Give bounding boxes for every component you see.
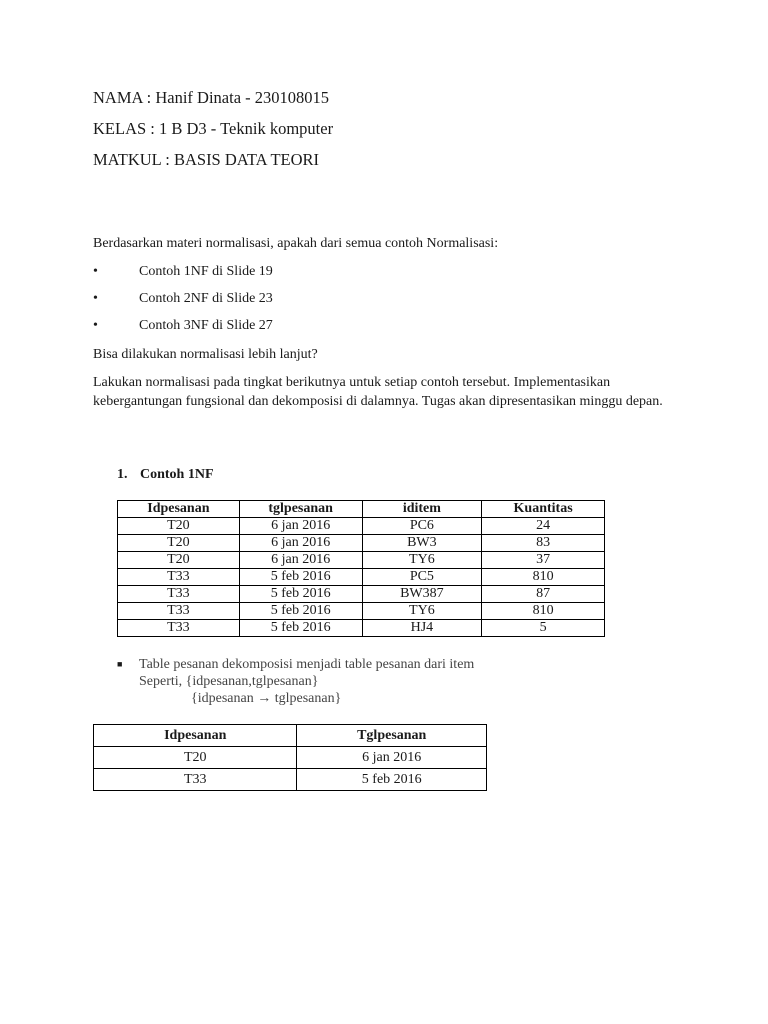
table-cell: BW3 — [362, 535, 482, 552]
column-header: Idpesanan — [118, 501, 240, 518]
task-paragraph: Lakukan normalisasi pada tingkat berikutnya untuk setiap contoh tersebut. Implementasikan kebergantungan fungsional dan dekomposisi di dalamnya. Tugas akan dipresentasikan minggu depan. — [93, 375, 663, 409]
column-header: iditem — [362, 501, 482, 518]
square-bullet-icon: ■ — [117, 659, 123, 669]
table-cell: 5 feb 2016 — [239, 603, 362, 620]
table-header-row — [118, 501, 605, 518]
table-row — [118, 603, 605, 620]
table-cell: T20 — [118, 518, 240, 535]
table-cell: 83 — [482, 535, 605, 552]
table-cell: 810 — [482, 569, 605, 586]
table-cell: 24 — [482, 518, 605, 535]
table-cell: TY6 — [362, 603, 482, 620]
table-cell: 5 feb 2016 — [239, 569, 362, 586]
list-item — [93, 264, 273, 280]
course-line: MATKUL : BASIS DATA TEORI — [93, 150, 320, 169]
table-cell: T33 — [118, 569, 240, 586]
note-line: Table pesanan dekomposisi menjadi table pesanan dari item — [139, 657, 475, 672]
column-header: Tglpesanan — [297, 725, 487, 747]
table-cell: 6 jan 2016 — [239, 535, 362, 552]
table-cell: 6 jan 2016 — [239, 518, 362, 535]
table-cell: T33 — [118, 620, 240, 637]
table-row — [118, 620, 605, 637]
table-row — [118, 569, 605, 586]
table-cell: T20 — [94, 747, 297, 769]
intro-text: Berdasarkan materi normalisasi, apakah dari semua contoh Normalisasi: — [93, 236, 499, 251]
bullet-icon: • — [93, 291, 98, 306]
list-item-label: Contoh 1NF di Slide 19 — [139, 264, 273, 279]
table-cell: T33 — [94, 769, 297, 791]
table-cell: 5 feb 2016 — [239, 586, 362, 603]
note-line: Seperti, {idpesanan,tglpesanan} — [139, 674, 319, 689]
table-row — [118, 518, 605, 535]
table-cell: 5 — [482, 620, 605, 637]
section-title-label: Contoh 1NF — [140, 467, 214, 482]
section-title — [117, 467, 214, 483]
table-row — [118, 586, 605, 603]
table-row — [94, 747, 487, 769]
column-header: tglpesanan — [239, 501, 362, 518]
column-header: Kuantitas — [482, 501, 605, 518]
bullet-icon: • — [93, 318, 98, 333]
table-cell: 5 feb 2016 — [239, 620, 362, 637]
orders-decomposed-table — [93, 724, 487, 791]
table-cell: PC5 — [362, 569, 482, 586]
table-cell: 6 jan 2016 — [297, 747, 487, 769]
table-cell: TY6 — [362, 552, 482, 569]
table-cell: 37 — [482, 552, 605, 569]
table-row — [94, 769, 487, 791]
table-cell: 810 — [482, 603, 605, 620]
table-cell: BW387 — [362, 586, 482, 603]
section-number: 1. — [117, 467, 128, 482]
table-cell: T33 — [118, 603, 240, 620]
list-item-label: Contoh 3NF di Slide 27 — [139, 318, 273, 333]
question-text: Bisa dilakukan normalisasi lebih lanjut? — [93, 347, 318, 362]
bullet-icon: • — [93, 264, 98, 279]
table-row — [118, 552, 605, 569]
list-item-label: Contoh 2NF di Slide 23 — [139, 291, 273, 306]
table-cell: HJ4 — [362, 620, 482, 637]
orders-table — [117, 500, 605, 637]
table-cell: T20 — [118, 535, 240, 552]
table-cell: 5 feb 2016 — [297, 769, 487, 791]
table-header-row — [94, 725, 487, 747]
list-item — [93, 318, 273, 334]
table-cell: PC6 — [362, 518, 482, 535]
list-item — [93, 291, 273, 307]
table-cell: T20 — [118, 552, 240, 569]
name-line: NAMA : Hanif Dinata - 230108015 — [93, 88, 330, 107]
table-cell: 6 jan 2016 — [239, 552, 362, 569]
class-line: KELAS : 1 B D3 - Teknik komputer — [93, 119, 334, 138]
column-header: Idpesanan — [94, 725, 297, 747]
note-line: {idpesanan → tglpesanan} — [191, 691, 342, 706]
table-row — [118, 535, 605, 552]
table-cell: 87 — [482, 586, 605, 603]
table-cell: T33 — [118, 586, 240, 603]
